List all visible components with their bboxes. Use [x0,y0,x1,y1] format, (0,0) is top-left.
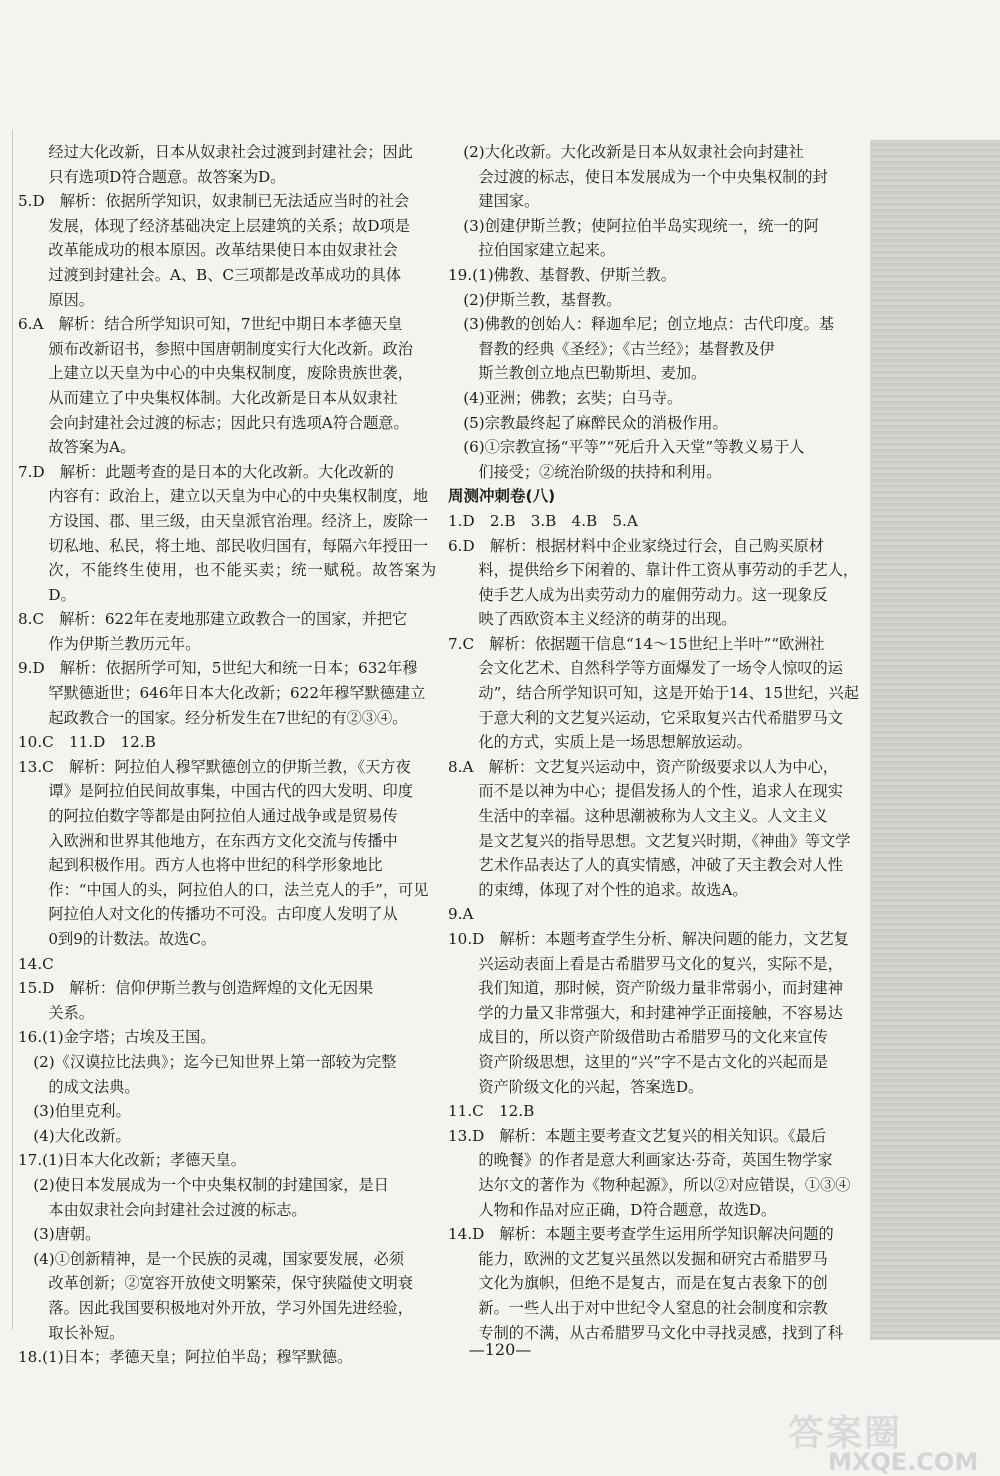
answer-line: 8.A 解析：文艺复兴运动中，资产阶级要求以人为中心， [448,757,838,776]
answer-line: (2)伊斯兰教，基督教。 [463,290,622,309]
answer-line: 17.(1)日本大化改新；孝德天皇。 [18,1151,246,1170]
answer-line: 次，不能终生使用，也不能买卖；统一赋税。故答案为D。 [48,561,436,604]
answer-line: 经过大化改新，日本从奴隶社会过渡到封建社会；因此 [48,143,413,161]
answer-line: 落。因此我国要积极地对外开放，学习外国先进经验， [48,1298,413,1317]
right-column [448,140,866,1345]
answer-line: 起政教合一的国家。经分析发生在7世纪的有②③④。 [48,708,408,727]
watermark-url: MXQE.COM [828,1448,979,1476]
answer-line: 于意大利的文艺复兴运动，它采取复兴古代希腊罗马文 [478,708,843,727]
answer-line: 会文化艺术、自然科学等方面爆发了一场令人惊叹的运 [478,659,843,678]
answer-line: 阿拉伯人对文化的传播功不可没。古印度人发明了从 [48,905,398,924]
answer-line: 原因。 [48,290,94,309]
answer-line: 使手艺人成为出卖劳动力的雇佣劳动力。这一现象反 [478,585,828,604]
answer-line: 只有选项D符合题意。故答案为D。 [48,167,286,186]
answer-line: 的阿拉伯数字等都是由阿拉伯人通过战争或是贸易传 [48,807,398,826]
page-edge-shadow [870,140,1000,1340]
answer-line: 化的方式，实质上是一场思想解放运动。 [478,733,752,752]
answer-line: (3)创建伊斯兰教；使阿拉伯半岛实现统一，统一的阿 [463,216,819,235]
answer-line: 文化为旗帜，但绝不是复古，而是在复古表象下的创 [478,1274,828,1293]
answer-line: (3)唐朝。 [33,1225,101,1244]
answer-line: 谭》是阿拉伯民间故事集，中国古代的四大发明、印度 [48,782,413,801]
answer-line: 8.C 解析：622年在麦地那建立政教合一的国家，并把它 [18,610,408,629]
answer-line: 会过渡的标志，使日本发展成为一个中央集权制的封 [478,167,828,186]
answer-line: 建国家。 [478,192,540,211]
answer-line: 取长补短。 [48,1323,125,1342]
answer-line: (4)亚洲；佛教；玄奘；白马寺。 [463,388,683,407]
answer-line: 资产阶级文化的兴起，答案选D。 [478,1077,704,1096]
answer-line: 9.D 解析：依据所学可知，5世纪大和统一日本；632年穆 [18,659,418,678]
answer-line: 11.C 12.B [448,1102,535,1121]
answer-line: 14.C [18,954,54,973]
answer-line: 15.D 解析：信仰伊斯兰教与创造辉煌的文化无因果 [18,979,374,998]
answer-line: 而不是以神为中心；提倡发扬人的个性，追求人在现实 [478,782,843,801]
answer-line: 斯兰教创立地点巴勒斯坦、麦加。 [478,364,707,383]
answer-line: 会向封建社会过渡的标志；因此只有选项A符合题意。 [48,413,409,432]
answer-line: 映了西欧资本主义经济的萌芽的出现。 [478,610,737,629]
answer-line: 改革创新；②宽容开放使文明繁荣，保守狭隘使文明衰 [48,1274,413,1293]
answer-line: 方设国、郡、里三级，由天皇派官治理。经济上，废除一 [48,511,429,530]
answer-line: 6.A 解析：结合所学知识可知，7世纪中期日本孝德天皇 [18,315,403,334]
left-column [18,140,436,1370]
answer-line: 改革能成功的根本原因。改革结果使日本由奴隶社会 [48,241,398,260]
answer-line: 人物和作品对应正确，D符合题意，故选D。 [478,1200,777,1219]
answer-line: (4)①创新精神，是一个民族的灵魂，国家要发展，必须 [33,1249,405,1268]
answer-line: 0到9的计数法。故选C。 [48,930,217,948]
answer-line: 内容有：政治上，建立以天皇为中心的中央集权制度，地 [48,487,429,506]
answer-line: 10.D 解析：本题考查学生分析、解决问题的能力，文艺复 [448,930,849,948]
answer-line: 作：“中国人的头，阿拉伯人的口，法兰克人的手”，可见 [48,880,429,899]
answer-line: (6)①宗教宣扬“平等”“死后升入天堂”等教义易于人 [463,438,805,457]
answer-line: 关系。 [48,1003,94,1022]
answer-line: 从而建立了中央集权体制。大化改新是日本从奴隶社 [48,388,398,407]
answer-line: 资产阶级思想，这里的“兴”字不是古文化的兴起而是 [478,1052,829,1071]
watermark [788,1405,988,1476]
answer-line: 料，提供给乡下闲着的、靠计件工资从事劳动的手艺人， [478,561,859,580]
answer-line: 6.D 解析：根据材料中企业家绕过行会，自己购买原材 [448,536,824,555]
answer-line: 14.D 解析：本题主要考查学生运用所学知识解决问题的 [448,1225,834,1244]
answer-line: 本由奴隶社会向封建社会过渡的标志。 [48,1200,307,1219]
answer-line: (4)大化改新。 [33,1126,131,1145]
answer-line: 7.D 解析：此题考查的是日本的大化改新。大化改新的 [18,462,394,481]
answer-line: 13.C 解析：阿拉伯人穆罕默德创立的伊斯兰教，《天方夜 [18,757,411,776]
answer-line: (3)佛教的创始人：释迦牟尼；创立地点：古代印度。基 [463,315,835,334]
answer-line: 发展，体现了经济基础决定上层建筑的关系；故D项是 [48,216,410,235]
answer-line: 们接受；②统治阶级的扶持和利用。 [478,462,722,481]
watermark-logo-text: 答案圈 [788,1413,903,1454]
answer-line: 5.D 解析：依据所学知识，奴隶制已无法适应当时的社会 [18,192,410,211]
answer-line: 能力，欧洲的文艺复兴虽然以发掘和研究古希腊罗马 [478,1249,828,1268]
answer-line: 19.(1)佛教、基督教、伊斯兰教。 [448,265,676,284]
answer-line: 故答案为A。 [48,438,136,457]
answer-line: 动”，结合所学知识可知，这是开始于14、15世纪，兴起 [478,684,859,703]
answer-line: 艺术作品表达了人的真实情感，冲破了天主教会对人性 [478,856,843,875]
answer-line: 罕默德逝世；646年日本大化改新；622年穆罕默德建立 [48,684,426,703]
answer-line: (2)使日本发展成为一个中央集权制的封建国家，是日 [33,1175,389,1194]
answer-line: (2)大化改新。大化改新是日本从奴隶社会向封建社 [463,143,804,161]
answer-line: 上建立以天皇为中心的中央集权制度，废除贵族世袭， [48,364,413,383]
answer-line: 拉伯国家建立起来。 [478,241,616,260]
answer-line: 的成文法典。 [48,1077,140,1096]
answer-line: 的束缚，体现了对个性的追求。故选A。 [478,880,748,899]
answer-line: (2)《汉谟拉比法典》；迄今已知世界上第一部较为完整 [33,1052,397,1071]
answer-line: 18.(1)日本；孝德天皇；阿拉伯半岛；穆罕默德。 [18,1348,353,1367]
answer-line: 我们知道，那时候，资产阶级力量非常弱小，而封建神 [478,979,843,998]
answer-line: (5)宗教最终起了麻醉民众的消极作用。 [463,413,728,432]
answer-line: 过渡到封建社会。A、B、C三项都是改革成功的具体 [48,265,402,284]
answer-line: (3)伯里克利。 [33,1102,131,1121]
answer-line: 达尔文的著作为《物种起源》，所以②对应错误，①③④ [478,1175,851,1194]
answer-line: 起到积极作用。西方人也将中世纪的科学形象地比 [48,856,383,875]
answer-line: 9.A [448,905,474,924]
answer-line: 切私地、私民，将土地、部民收归国有，每隔六年授田一 [48,536,429,555]
answer-line: 1.D 2.B 3.B 4.B 5.A [448,511,638,530]
answer-line: 10.C 11.D 12.B [18,733,156,752]
answer-line: 7.C 解析：依据题干信息“14～15世纪上半叶”“欧洲社 [448,634,825,653]
answer-line: 新。一些人出于对中世纪令人窒息的社会制度和宗教 [478,1298,828,1317]
binding-edge [0,130,13,1330]
section-title: 周测冲刺卷(八) [448,487,556,506]
page-number: —120— [468,1340,532,1359]
answer-line: 作为伊斯兰教历元年。 [48,634,201,653]
answer-line: 督教的经典《圣经》；《古兰经》；基督教及伊 [478,339,775,358]
answer-line: 兴运动表面上看是古希腊罗马文化的复兴，实际不是， [478,954,843,973]
answer-line: 生活中的幸福。这种思潮被称为人文主义。人文主义 [478,807,828,826]
answer-line: 成目的，所以资产阶级借助古希腊罗马的文化来宣传 [478,1028,828,1047]
answer-line: 的晚餐》的作者是意大利画家达·芬奇，英国生物学家 [478,1151,833,1170]
answer-line: 16.(1)金字塔；古埃及王国。 [18,1028,216,1047]
answer-line: 专制的不满，从古希腊罗马文化中寻找灵感，找到了科 [478,1323,843,1342]
answer-line: 13.D 解析：本题主要考查文艺复兴的相关知识。《最后 [448,1126,827,1145]
answer-line: 学的力量又非常强大，和封建神学正面接触，不容易达 [478,1003,843,1022]
answer-line: 入欧洲和世界其他地方，在东西方文化交流与传播中 [48,831,398,850]
answer-line: 颁布改新诏书，参照中国唐朝制度实行大化改新。政治 [48,339,413,358]
answer-line: 是文艺复兴的指导思想。文艺复兴时期，《神曲》等文学 [478,831,851,850]
